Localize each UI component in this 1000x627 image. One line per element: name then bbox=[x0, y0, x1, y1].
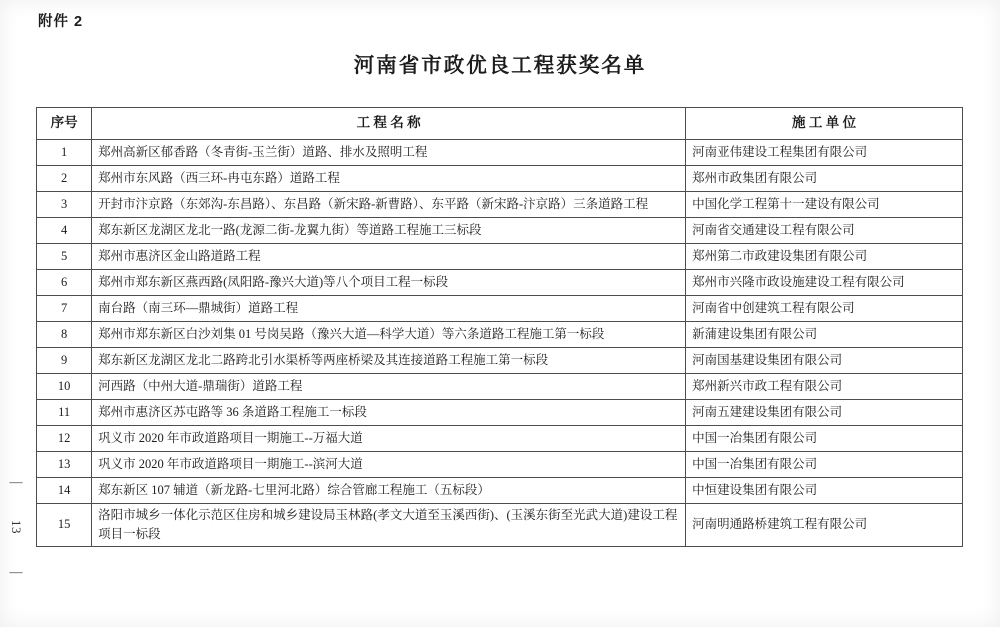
row-serial-cell: 11 bbox=[37, 400, 92, 426]
project-name-cell: 郑州市东风路（西三环-冉屯东路）道路工程 bbox=[92, 166, 686, 192]
table-row bbox=[37, 218, 963, 244]
table-header bbox=[37, 108, 963, 140]
contractor-cell: 中国化学工程第十一建设有限公司 bbox=[686, 192, 963, 218]
project-name-cell: 郑东新区龙湖区龙北二路跨北引水渠桥等两座桥梁及其连接道路工程施工第一标段 bbox=[92, 348, 686, 374]
page-title: 河南省市政优良工程获奖名单 bbox=[353, 54, 647, 77]
contractor-cell: 郑州新兴市政工程有限公司 bbox=[686, 374, 963, 400]
table-body bbox=[37, 140, 963, 547]
row-serial-cell: 10 bbox=[37, 374, 92, 400]
project-name-cell: 郑州市惠济区金山路道路工程 bbox=[92, 244, 686, 270]
contractor-cell: 郑州市政集团有限公司 bbox=[686, 166, 963, 192]
table-row bbox=[37, 478, 963, 504]
contractor-cell: 郑州市兴隆市政设施建设工程有限公司 bbox=[686, 270, 963, 296]
page-number bbox=[5, 474, 27, 579]
contractor-cell: 河南国基建设集团有限公司 bbox=[686, 348, 963, 374]
table-row bbox=[37, 400, 963, 426]
project-name-cell: 河西路（中州大道-鼎瑞街）道路工程 bbox=[92, 374, 686, 400]
row-serial-cell: 14 bbox=[37, 478, 92, 504]
contractor-cell: 河南省交通建设工程有限公司 bbox=[686, 218, 963, 244]
table-row bbox=[37, 270, 963, 296]
contractor-cell: 中国一冶集团有限公司 bbox=[686, 452, 963, 478]
row-serial-cell: 6 bbox=[37, 270, 92, 296]
table-row bbox=[37, 296, 963, 322]
row-serial-cell: 1 bbox=[37, 140, 92, 166]
project-name-cell: 郑东新区龙湖区龙北一路(龙源二街-龙翼九街）等道路工程施工三标段 bbox=[92, 218, 686, 244]
col-header-serial: 序号 bbox=[37, 108, 92, 140]
project-name-cell: 巩义市 2020 年市政道路项目一期施工--万福大道 bbox=[92, 426, 686, 452]
table-row bbox=[37, 192, 963, 218]
table-row bbox=[37, 322, 963, 348]
contractor-cell: 河南明通路桥建筑工程有限公司 bbox=[686, 504, 963, 547]
project-name-cell: 南台路（南三环—鼎城街）道路工程 bbox=[92, 296, 686, 322]
table-row bbox=[37, 504, 963, 547]
contractor-cell: 中国一冶集团有限公司 bbox=[686, 426, 963, 452]
contractor-cell: 河南五建建设集团有限公司 bbox=[686, 400, 963, 426]
contractor-cell: 河南省中创建筑工程有限公司 bbox=[686, 296, 963, 322]
row-serial-cell: 13 bbox=[37, 452, 92, 478]
row-serial-cell: 2 bbox=[37, 166, 92, 192]
table-row bbox=[37, 452, 963, 478]
table-header-row bbox=[37, 108, 963, 140]
row-serial-cell: 9 bbox=[37, 348, 92, 374]
project-name-cell: 郑州市郑东新区白沙刘集 01 号岗吴路（豫兴大道—科学大道）等六条道路工程施工第一标段 bbox=[92, 322, 686, 348]
contractor-cell: 郑州第二市政建设集团有限公司 bbox=[686, 244, 963, 270]
row-serial-cell: 15 bbox=[37, 504, 92, 547]
award-table bbox=[36, 107, 963, 547]
page-number-value: 13 bbox=[9, 520, 24, 534]
table-row bbox=[37, 426, 963, 452]
project-name-cell: 巩义市 2020 年市政道路项目一期施工--滨河大道 bbox=[92, 452, 686, 478]
col-header-project-name: 工 程 名 称 bbox=[92, 108, 686, 140]
col-header-contractor: 施 工 单 位 bbox=[686, 108, 963, 140]
table-row bbox=[37, 374, 963, 400]
table-row bbox=[37, 244, 963, 270]
contractor-cell: 新蒲建设集团有限公司 bbox=[686, 322, 963, 348]
page-number-dash-bottom: — bbox=[9, 564, 23, 579]
project-name-cell: 开封市汴京路（东郊沟-东昌路）、东昌路（新宋路-新曹路）、东平路（新宋路-汴京路）三条道路工程 bbox=[92, 192, 686, 218]
contractor-cell: 河南亚伟建设工程集团有限公司 bbox=[686, 140, 963, 166]
row-serial-cell: 12 bbox=[37, 426, 92, 452]
page-number-dash-top: — bbox=[9, 474, 23, 489]
contractor-cell: 中恒建设集团有限公司 bbox=[686, 478, 963, 504]
table-row bbox=[37, 166, 963, 192]
row-serial-cell: 7 bbox=[37, 296, 92, 322]
project-name-cell: 郑州市郑东新区燕西路(凤阳路-豫兴大道)等八个项目工程一标段 bbox=[92, 270, 686, 296]
table-row bbox=[37, 140, 963, 166]
row-serial-cell: 3 bbox=[37, 192, 92, 218]
project-name-cell: 洛阳市城乡一体化示范区住房和城乡建设局玉林路(孝文大道至玉溪西街)、(玉溪东街至光武大道)建设工程项目一标段 bbox=[92, 504, 686, 547]
project-name-cell: 郑州高新区郁香路（冬青街-玉兰街）道路、排水及照明工程 bbox=[92, 140, 686, 166]
row-serial-cell: 4 bbox=[37, 218, 92, 244]
table-row bbox=[37, 348, 963, 374]
row-serial-cell: 5 bbox=[37, 244, 92, 270]
project-name-cell: 郑州市惠济区苏屯路等 36 条道路工程施工一标段 bbox=[92, 400, 686, 426]
attachment-label: 附件 2 bbox=[38, 14, 84, 30]
project-name-cell: 郑东新区 107 辅道（新龙路-七里河北路）综合管廊工程施工（五标段） bbox=[92, 478, 686, 504]
row-serial-cell: 8 bbox=[37, 322, 92, 348]
